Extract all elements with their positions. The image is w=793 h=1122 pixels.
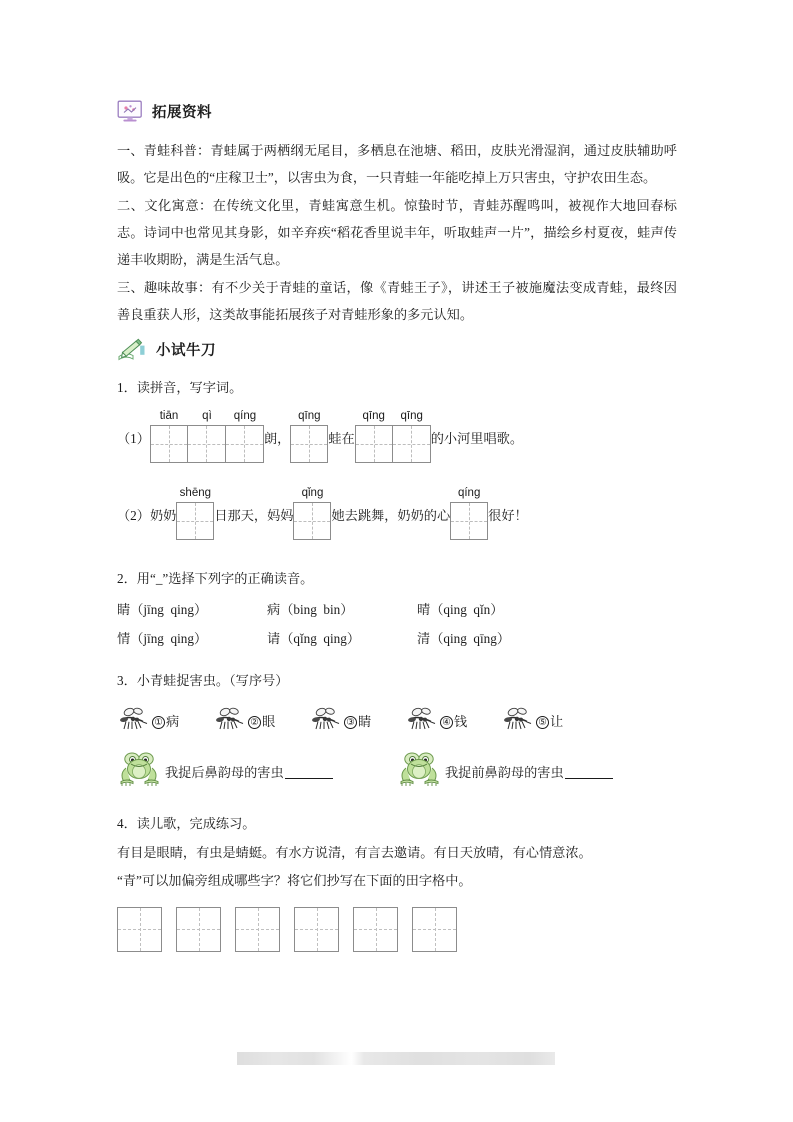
inline-text-1b: 蛙在 bbox=[328, 431, 355, 447]
choice-option[interactable]: qǐn bbox=[473, 602, 491, 618]
mosquito-icon bbox=[405, 705, 439, 736]
bug-item-4[interactable] bbox=[405, 705, 501, 736]
exercise-1-prompt bbox=[117, 375, 677, 400]
bug-order-num: ③ bbox=[344, 716, 357, 729]
choice-item[interactable]: 请（qǐng qing） bbox=[267, 630, 361, 646]
exercise-3-text: 小青蛙捉害虫。（写序号） bbox=[136, 673, 289, 689]
bug-char: 眼 bbox=[262, 714, 276, 730]
exercise-2-text: 用“_”选择下列字的正确读音。 bbox=[136, 571, 314, 587]
choice-char: 情 bbox=[117, 630, 131, 646]
bug-char: 让 bbox=[550, 714, 564, 730]
choice-option[interactable]: bin bbox=[323, 602, 341, 618]
mosquito-icon bbox=[117, 705, 151, 736]
answer-blank[interactable] bbox=[565, 778, 613, 779]
choice-char: 病 bbox=[267, 602, 281, 618]
bug-label-4 bbox=[440, 711, 467, 730]
pinyin-label: shēng bbox=[179, 487, 212, 500]
exercise-3-frog-row bbox=[117, 750, 677, 793]
pinyin-grid-group-1b bbox=[290, 408, 328, 463]
tianzige-cell[interactable] bbox=[412, 907, 457, 952]
writing-boxes-2a[interactable] bbox=[176, 502, 214, 540]
frog-icon bbox=[397, 750, 443, 793]
pinyin-grid-group-1a bbox=[150, 408, 264, 463]
tianzige-cell[interactable] bbox=[290, 425, 328, 463]
bug-order-num: ④ bbox=[440, 716, 453, 729]
bug-item-5[interactable] bbox=[501, 705, 597, 736]
section-header-practice bbox=[117, 338, 677, 361]
exercise-3-bug-row bbox=[117, 705, 677, 736]
exercise-4-poem: 有目是眼睛，有虫是蜻蜓。有水方说清，有言去邀请。有日天放晴，有心情意浓。 bbox=[117, 845, 592, 861]
tianzige-cell[interactable] bbox=[393, 425, 431, 463]
exercise-1-row-2 bbox=[117, 485, 677, 540]
bug-order-num: ① bbox=[152, 716, 165, 729]
bug-label-3 bbox=[344, 711, 371, 730]
exercise-1-row-1 bbox=[117, 408, 677, 463]
bug-label-2 bbox=[248, 711, 275, 730]
tianzige-cell[interactable] bbox=[226, 425, 264, 463]
exercise-3-prompt bbox=[117, 668, 677, 693]
frog-icon bbox=[117, 750, 163, 793]
choice-option[interactable]: qǐng bbox=[293, 630, 317, 646]
frog-label-2 bbox=[445, 762, 613, 781]
extension-paragraph-3: 三、趣味故事：有不少关于青蛙的童话，像《青蛙王子》，讲述王子被施魔法变成青蛙，最终因善良重获人形，这类故事能拓展孩子对青蛙形象的多元认知。 bbox=[117, 279, 677, 322]
exercise-4-text: 读儿歌，完成练习。 bbox=[136, 816, 256, 832]
tianzige-cell[interactable] bbox=[150, 425, 188, 463]
exercise-3-number: 3． bbox=[117, 673, 137, 689]
tianzige-cell[interactable] bbox=[294, 907, 339, 952]
pinyin-labels-1c bbox=[355, 408, 431, 425]
choice-char: 请 bbox=[267, 630, 281, 646]
tianzige-cell[interactable] bbox=[176, 907, 221, 952]
frog-item-1[interactable] bbox=[117, 750, 397, 793]
choice-char: 睛 bbox=[117, 602, 131, 618]
writing-boxes-2c[interactable] bbox=[450, 502, 488, 540]
pinyin-label: tiān bbox=[159, 410, 179, 423]
tianzige-cell[interactable] bbox=[176, 502, 214, 540]
bug-order-num: ⑤ bbox=[536, 716, 549, 729]
choice-item[interactable]: 清（qing qīng） bbox=[417, 630, 511, 646]
choice-item[interactable]: 晴（qing qǐn） bbox=[417, 602, 504, 618]
pinyin-label: qīng bbox=[362, 410, 385, 423]
bug-order-num: ② bbox=[248, 716, 261, 729]
worksheet-content bbox=[117, 100, 677, 952]
mosquito-icon bbox=[309, 705, 343, 736]
bug-label-1 bbox=[152, 711, 179, 730]
bug-label-5 bbox=[536, 711, 563, 730]
tianzige-cell[interactable] bbox=[235, 907, 280, 952]
choice-option[interactable]: jīng bbox=[143, 602, 164, 618]
pinyin-labels-1b bbox=[290, 408, 328, 425]
extension-paragraph-2: 二、文化寓意：在传统文化里，青蛙寓意生机。惊蛰时节，青蛙苏醒鸣叫，被视作大地回春标志。诗词中也常见其身影，如辛弃疾“稻花香里说丰年，听取蛙声一片”，描绘乡村夏夜，蛙声传递丰收期盼，满是生活气息。 bbox=[117, 197, 677, 268]
mosquito-icon bbox=[501, 705, 535, 736]
pinyin-label: qíng bbox=[233, 410, 257, 423]
tianzige-cell[interactable] bbox=[188, 425, 226, 463]
choice-option[interactable]: bing bbox=[293, 602, 317, 618]
bug-item-1[interactable] bbox=[117, 705, 213, 736]
bug-char: 钱 bbox=[454, 714, 468, 730]
writing-boxes-1a[interactable] bbox=[150, 425, 264, 463]
frog-item-2[interactable] bbox=[397, 750, 677, 793]
exercise-2-row-1 bbox=[117, 597, 677, 623]
pinyin-grid-group-2a bbox=[176, 485, 214, 540]
pinyin-grid-group-2c bbox=[450, 485, 488, 540]
section-header-extension bbox=[117, 100, 677, 123]
exercise-4-prompt bbox=[117, 811, 677, 836]
frog-label-1 bbox=[165, 762, 333, 781]
exercise-2-row-2 bbox=[117, 626, 677, 652]
frog-text: 我捉后鼻韵母的害虫 bbox=[165, 765, 284, 781]
choice-item[interactable]: 情（jīng qing） bbox=[117, 630, 208, 646]
extension-paragraph-1: 一、青蛙科普：青蛙属于两栖纲无尾目，多栖息在池塘、稻田，皮肤光滑湿润，通过皮肤辅助呼吸。它是出色的“庄稼卫士”，以害虫为食，一只青蛙一年能吃掉上万只害虫，守护农田生态。 bbox=[117, 143, 677, 186]
tianzige-cell[interactable] bbox=[355, 425, 393, 463]
inline-text-1a: 朗， bbox=[263, 431, 291, 447]
tianzige-cell[interactable] bbox=[117, 907, 162, 952]
choice-char: 清 bbox=[417, 630, 431, 646]
pinyin-labels-2b bbox=[293, 485, 331, 502]
exercise-1-number: 1． bbox=[117, 380, 137, 396]
pinyin-label: qǐng bbox=[301, 487, 324, 500]
exercise-2-number: 2． bbox=[117, 571, 137, 587]
choice-option[interactable]: qing bbox=[323, 630, 347, 646]
choice-option[interactable]: qīng bbox=[473, 630, 497, 646]
exercise-2-prompt bbox=[117, 566, 677, 591]
section-title-practice: 小试牛刀 bbox=[156, 343, 216, 360]
bug-item-2[interactable] bbox=[213, 705, 309, 736]
inline-text-2a: 日那天，妈妈 bbox=[214, 508, 294, 524]
pinyin-label: qīng bbox=[400, 410, 423, 423]
choice-option[interactable]: qing bbox=[170, 630, 194, 646]
tianzige-cell[interactable] bbox=[293, 502, 331, 540]
choice-option[interactable]: qing bbox=[443, 630, 467, 646]
row-label-2: （2）奶奶 bbox=[117, 508, 177, 524]
pinyin-label: qíng bbox=[457, 487, 481, 500]
monitor-icon bbox=[117, 100, 143, 123]
pinyin-grid-group-2b bbox=[293, 485, 331, 540]
pinyin-labels-2a bbox=[176, 485, 214, 502]
exercise-4-number: 4． bbox=[117, 816, 137, 832]
exercise-1-text: 读拼音，写字词。 bbox=[136, 380, 243, 396]
writing-boxes-1c[interactable] bbox=[355, 425, 431, 463]
choice-option[interactable]: jīng bbox=[143, 630, 164, 646]
mosquito-icon bbox=[213, 705, 247, 736]
exercise-4-grid-strip[interactable] bbox=[117, 907, 677, 952]
bug-char: 睛 bbox=[358, 714, 372, 730]
writing-boxes-1b[interactable] bbox=[290, 425, 328, 463]
tianzige-cell[interactable] bbox=[353, 907, 398, 952]
pinyin-labels-1a bbox=[150, 408, 264, 425]
choice-item[interactable]: 睛（jīng qing） bbox=[117, 602, 208, 618]
choice-option[interactable]: qing bbox=[170, 602, 194, 618]
bug-item-3[interactable] bbox=[309, 705, 405, 736]
exercise-4-task: “青”可以加偏旁组成哪些字？将它们抄写在下面的田字格中。 bbox=[117, 872, 472, 888]
frog-text: 我捉前鼻韵母的害虫 bbox=[445, 765, 564, 781]
row-label-1: （1） bbox=[117, 431, 150, 447]
inline-text-1c: 的小河里唱歌。 bbox=[430, 431, 524, 447]
section-title-extension: 拓展资料 bbox=[152, 105, 212, 121]
pinyin-label: qì bbox=[202, 410, 212, 423]
answer-blank[interactable] bbox=[285, 778, 333, 779]
pencil-icon bbox=[117, 338, 147, 361]
choice-option[interactable]: qing bbox=[443, 602, 467, 618]
tianzige-cell[interactable] bbox=[450, 502, 488, 540]
inline-text-2b: 她去跳舞，奶奶的心 bbox=[331, 508, 451, 524]
pinyin-grid-group-1c bbox=[355, 408, 431, 463]
pinyin-labels-2c bbox=[450, 485, 488, 502]
inline-text-2c: 很好！ bbox=[488, 508, 528, 524]
choice-item[interactable]: 病（bing bin） bbox=[267, 602, 354, 618]
watermark-bar bbox=[237, 1052, 555, 1065]
writing-boxes-2b[interactable] bbox=[293, 502, 331, 540]
choice-char: 晴 bbox=[417, 602, 431, 618]
bug-char: 病 bbox=[166, 714, 180, 730]
pinyin-label: qīng bbox=[298, 410, 321, 423]
